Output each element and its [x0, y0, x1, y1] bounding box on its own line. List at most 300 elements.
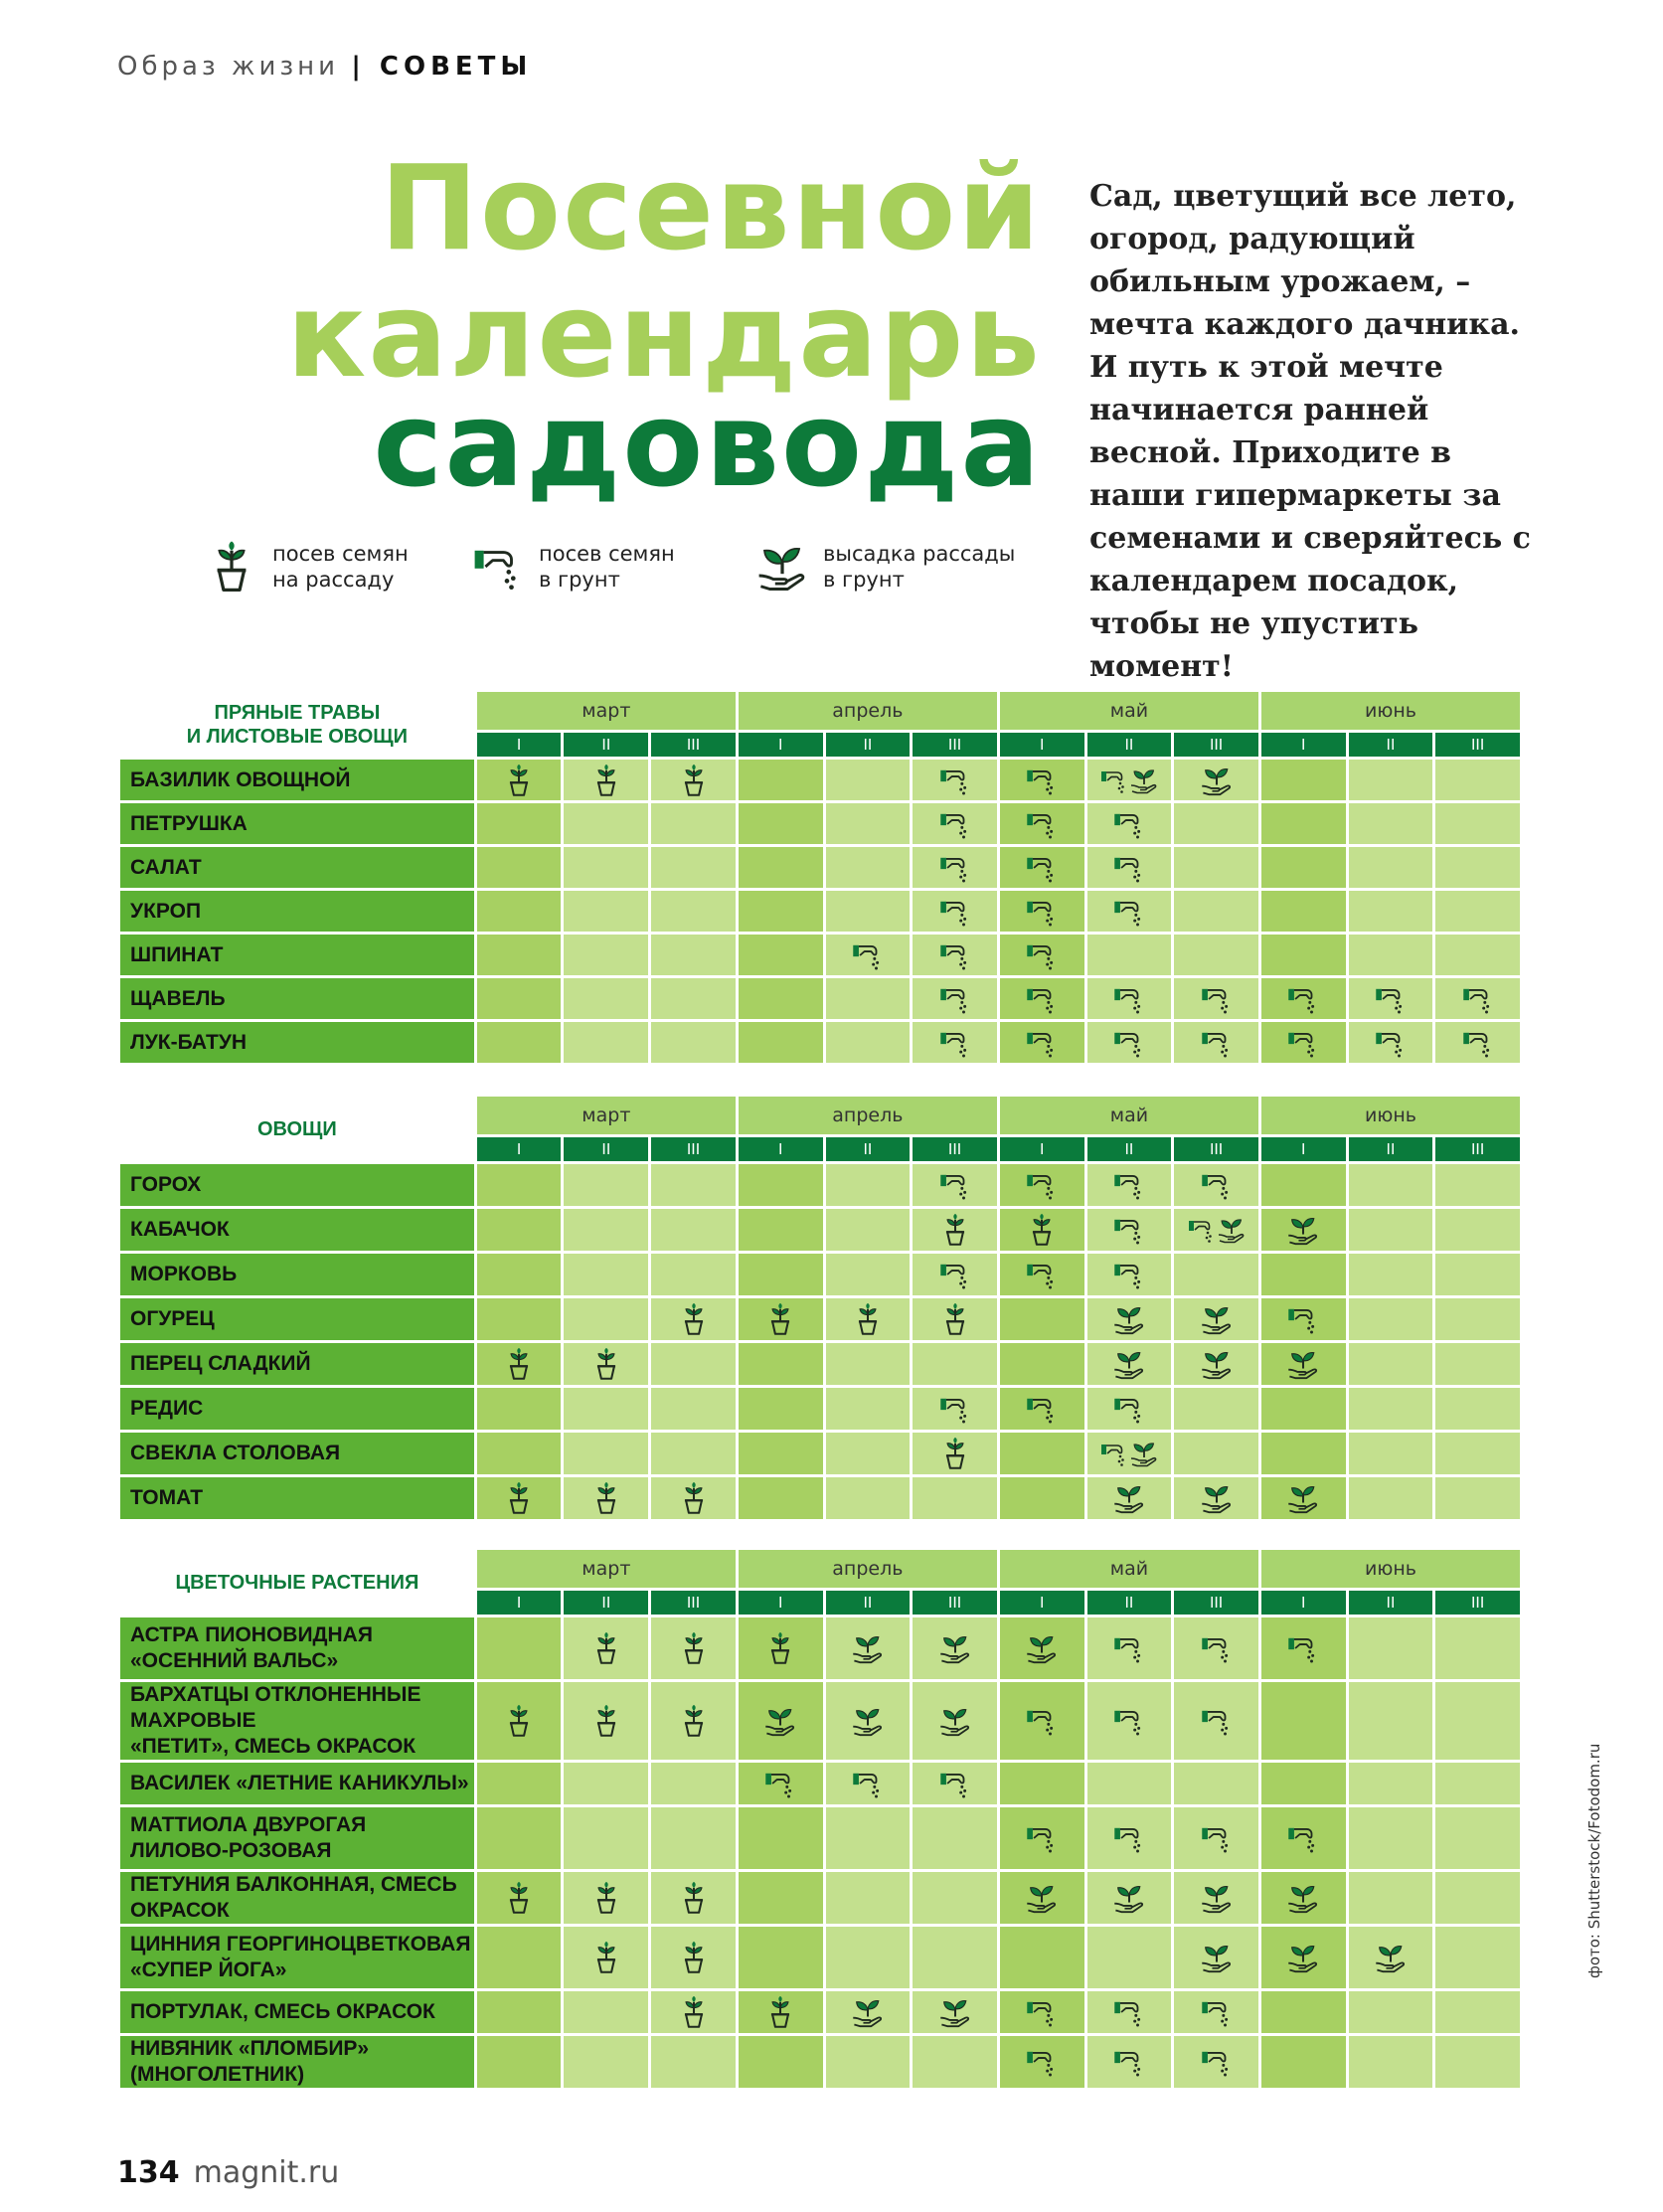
schedule-cell [1174, 1254, 1258, 1295]
schedule-cell [1174, 1209, 1258, 1251]
legend-line1: посев семян [539, 542, 675, 566]
sowing-hand-icon [1112, 1168, 1146, 1202]
title-line-1: Посевной [380, 139, 1042, 276]
table-row [120, 803, 1520, 844]
schedule-cell [1435, 1433, 1520, 1474]
schedule-cell [651, 847, 736, 888]
schedule-cell [1174, 1343, 1258, 1385]
schedule-cell [1261, 891, 1346, 932]
schedule-cell [826, 1164, 911, 1206]
schedule-cell [913, 1164, 997, 1206]
seedling-pot-icon [589, 764, 623, 797]
schedule-cell [477, 1617, 562, 1679]
schedule-cell [1000, 803, 1084, 844]
schedule-cell [1000, 1807, 1084, 1869]
schedule-cell [826, 1209, 911, 1251]
sowing-hand-icon [851, 1767, 885, 1800]
schedule-cell [1000, 2036, 1084, 2088]
sowing-hand-icon [1112, 1392, 1146, 1426]
table-row [120, 1209, 1520, 1251]
seedling-hand-icon [1112, 1347, 1146, 1381]
sowing-hand-icon [1112, 1995, 1146, 2029]
sowing-hand-icon [1025, 1704, 1059, 1738]
schedule-cell [477, 1991, 562, 2033]
schedule-cell [564, 1682, 648, 1760]
schedule-cell [1174, 1164, 1258, 1206]
schedule-cell [1087, 1927, 1172, 1988]
schedule-cell [826, 847, 911, 888]
plant-name: САЛАТ [120, 847, 474, 888]
schedule-cell [564, 1022, 648, 1063]
schedule-cell [1000, 1763, 1084, 1804]
seedling-hand-icon [938, 1631, 972, 1665]
schedule-cell [477, 2036, 562, 2088]
schedule-cell [1349, 803, 1433, 844]
decade-header: II [564, 1137, 648, 1161]
schedule-cell [1261, 1433, 1346, 1474]
seedling-pot-icon [1025, 1213, 1059, 1247]
schedule-cell [1435, 1298, 1520, 1340]
schedule-cell [651, 1617, 736, 1679]
month-header: март [477, 1097, 736, 1134]
table-row [120, 1298, 1520, 1340]
schedule-cell [1000, 1682, 1084, 1760]
schedule-cell [1000, 1388, 1084, 1430]
site-name: magnit.ru [193, 2155, 340, 2190]
sowing-hand-icon [1112, 2045, 1146, 2079]
schedule-cell [739, 1927, 823, 1988]
schedule-cell [913, 2036, 997, 2088]
seedling-hand-icon [1112, 1481, 1146, 1515]
seedling-pot-icon [502, 764, 536, 797]
schedule-cell [739, 1209, 823, 1251]
schedule-cell [1349, 847, 1433, 888]
schedule-cell [826, 935, 911, 975]
schedule-cell [1087, 1254, 1172, 1295]
schedule-cell [564, 847, 648, 888]
schedule-cell [1435, 1872, 1520, 1924]
legend-line2: на рассаду [272, 568, 395, 592]
plant-name: СВЕКЛА СТОЛОВАЯ [120, 1433, 474, 1474]
decade-header: II [1087, 733, 1172, 757]
schedule-cell [1000, 1209, 1084, 1251]
schedule-cell [1349, 1807, 1433, 1869]
schedule-cell [1435, 803, 1520, 844]
decade-header: III [1174, 1137, 1258, 1161]
schedule-cell [913, 1209, 997, 1251]
schedule-cell [913, 1617, 997, 1679]
schedule-cell [651, 1388, 736, 1430]
seedling-pot-icon [502, 1704, 536, 1738]
seedling-hand-icon [1286, 1213, 1320, 1247]
decade-header: II [826, 733, 911, 757]
sowing-hand-icon [1112, 1821, 1146, 1855]
schedule-cell [477, 1872, 562, 1924]
seedling-pot-icon [677, 764, 711, 797]
schedule-cell [651, 760, 736, 800]
seedling-hand-icon [1025, 1631, 1059, 1665]
schedule-cell [1261, 978, 1346, 1019]
legend-line1: высадка рассады [823, 542, 1016, 566]
month-header: апрель [739, 1550, 997, 1588]
seedling-pot-icon [938, 1302, 972, 1336]
table-row [120, 935, 1520, 975]
schedule-cell [1261, 760, 1346, 800]
schedule-cell [1261, 1682, 1346, 1760]
schedule-cell [477, 1209, 562, 1251]
seedling-hand-icon [1129, 766, 1159, 795]
seedling-pot-icon [677, 1941, 711, 1974]
schedule-cell [651, 1682, 736, 1760]
plant-name: МОРКОВЬ [120, 1254, 474, 1295]
seedling-hand-icon [1200, 1347, 1234, 1381]
plant-name: ПЕТРУШКА [120, 803, 474, 844]
schedule-cell [564, 1763, 648, 1804]
sowing-hand-icon [1025, 1026, 1059, 1060]
schedule-cell [1087, 1022, 1172, 1063]
plant-name: УКРОП [120, 891, 474, 932]
plant-name: ОГУРЕЦ [120, 1298, 474, 1340]
seedling-hand-icon [1200, 764, 1234, 797]
category-title: ПРЯНЫЕ ТРАВЫ И ЛИСТОВЫЕ ОВОЩИ [186, 701, 409, 748]
plant-name: ЛУК-БАТУН [120, 1022, 474, 1063]
schedule-cell [1174, 1763, 1258, 1804]
schedule-cell [477, 1388, 562, 1430]
seedling-hand-icon [938, 1704, 972, 1738]
section-name: Образ жизни [117, 52, 340, 82]
schedule-cell [1349, 1433, 1433, 1474]
schedule-cell [1261, 1164, 1346, 1206]
schedule-cell [739, 803, 823, 844]
schedule-cell [1174, 891, 1258, 932]
schedule-cell [651, 1164, 736, 1206]
table-row [120, 2036, 1520, 2088]
schedule-cell [913, 1298, 997, 1340]
schedule-cell [826, 760, 911, 800]
schedule-cell [1087, 1872, 1172, 1924]
schedule-cell [913, 1254, 997, 1295]
schedule-cell [564, 1388, 648, 1430]
plant-name: ПЕРЕЦ СЛАДКИЙ [120, 1343, 474, 1385]
decade-header: II [1349, 1591, 1433, 1615]
schedule-cell [913, 1477, 997, 1519]
month-header: май [1000, 692, 1258, 730]
sowing-hand-icon [1461, 1026, 1495, 1060]
schedule-cell [1349, 1927, 1433, 1988]
seedling-pot-icon [205, 537, 258, 596]
schedule-cell [1349, 891, 1433, 932]
schedule-cell [1349, 1254, 1433, 1295]
schedule-cell [1261, 1991, 1346, 2033]
month-header: май [1000, 1097, 1258, 1134]
schedule-cell [826, 1254, 911, 1295]
sowing-hand-icon [1025, 938, 1059, 972]
schedule-cell [651, 803, 736, 844]
schedule-cell [1261, 1807, 1346, 1869]
sowing-hand-icon [1200, 2045, 1234, 2079]
schedule-cell [1174, 1388, 1258, 1430]
sowing-hand-icon [1025, 807, 1059, 841]
schedule-cell [1349, 1991, 1433, 2033]
schedule-cell [1349, 1164, 1433, 1206]
seedling-hand-icon [1112, 1302, 1146, 1336]
plant-name: АСТРА ПИОНОВИДНАЯ «ОСЕННИЙ ВАЛЬС» [120, 1617, 474, 1679]
sowing-hand-icon [1112, 1631, 1146, 1665]
schedule-cell [913, 760, 997, 800]
plant-name: ГОРОХ [120, 1164, 474, 1206]
decade-header: III [1174, 1591, 1258, 1615]
seedling-hand-icon [1217, 1215, 1247, 1245]
schedule-cell [739, 1298, 823, 1340]
schedule-cell [1000, 978, 1084, 1019]
schedule-cell [1174, 1433, 1258, 1474]
schedule-cell [651, 1807, 736, 1869]
calendar-table [117, 1094, 1523, 1522]
schedule-cell [477, 803, 562, 844]
seedling-pot-icon [763, 1302, 797, 1336]
decade-header: I [477, 733, 562, 757]
schedule-cell [1435, 1682, 1520, 1760]
schedule-cell [1174, 1682, 1258, 1760]
seedling-hand-icon [851, 1631, 885, 1665]
table-row [120, 1991, 1520, 2033]
schedule-cell [1087, 978, 1172, 1019]
schedule-cell [1000, 1991, 1084, 2033]
decade-header: I [477, 1591, 562, 1615]
schedule-cell [564, 1164, 648, 1206]
sowing-hand-icon [1200, 1026, 1234, 1060]
schedule-cell [1261, 803, 1346, 844]
schedule-cell [1174, 978, 1258, 1019]
schedule-cell [913, 1807, 997, 1869]
schedule-cell [1349, 935, 1433, 975]
schedule-cell [913, 891, 997, 932]
schedule-cell [913, 1991, 997, 2033]
schedule-cell [1000, 1164, 1084, 1206]
schedule-cell [1174, 2036, 1258, 2088]
decade-header: II [1087, 1137, 1172, 1161]
decade-header: I [1261, 733, 1346, 757]
schedule-cell [1435, 760, 1520, 800]
schedule-cell [1261, 1254, 1346, 1295]
schedule-cell [1435, 2036, 1520, 2088]
seedling-pot-icon [589, 1881, 623, 1915]
schedule-cell [739, 891, 823, 932]
decade-header: II [564, 733, 648, 757]
plant-name: ЦИННИЯ ГЕОРГИНОЦВЕТКОВАЯ «СУПЕР ЙОГА» [120, 1927, 474, 1988]
schedule-cell [1000, 760, 1084, 800]
schedule-cell [651, 1343, 736, 1385]
schedule-cell [1174, 1022, 1258, 1063]
sowing-hand-icon [1200, 1821, 1234, 1855]
sowing-hand-icon [938, 982, 972, 1016]
schedule-cell [477, 1807, 562, 1869]
schedule-cell [826, 1433, 911, 1474]
seedling-pot-icon [938, 1213, 972, 1247]
schedule-cell [477, 1682, 562, 1760]
sowing-hand-icon [938, 895, 972, 929]
schedule-cell [913, 1927, 997, 1988]
schedule-cell [913, 1682, 997, 1760]
schedule-cell [564, 935, 648, 975]
table-row [120, 978, 1520, 1019]
schedule-cell [1261, 935, 1346, 975]
schedule-cell [913, 935, 997, 975]
decade-header: III [913, 733, 997, 757]
sowing-hand-icon [1374, 1026, 1408, 1060]
plant-name: ПЕТУНИЯ БАЛКОННАЯ, СМЕСЬ ОКРАСОК [120, 1872, 474, 1924]
seedling-pot-icon [677, 1481, 711, 1515]
seedling-pot-icon [589, 1481, 623, 1515]
month-header: март [477, 692, 736, 730]
sowing-hand-icon [1025, 764, 1059, 797]
schedule-cell [1261, 1298, 1346, 1340]
month-header: май [1000, 1550, 1258, 1588]
sowing-hand-icon [1286, 1302, 1320, 1336]
schedule-cell [477, 1343, 562, 1385]
schedule-cell [1087, 1343, 1172, 1385]
schedule-cell [651, 1763, 736, 1804]
table-row [120, 1807, 1520, 1869]
schedule-cell [477, 891, 562, 932]
seedling-hand-icon [1286, 1481, 1320, 1515]
schedule-cell [651, 1872, 736, 1924]
schedule-cell [913, 1343, 997, 1385]
schedule-cell [1261, 1343, 1346, 1385]
plant-name: БАРХАТЦЫ ОТКЛОНЕННЫЕ МАХРОВЫЕ «ПЕТИТ», СМЕСЬ ОКРАСОК [120, 1682, 474, 1760]
schedule-cell [564, 1807, 648, 1869]
schedule-cell [564, 1872, 648, 1924]
seedling-hand-icon [755, 537, 809, 596]
schedule-cell [1087, 1209, 1172, 1251]
schedule-cell [826, 1022, 911, 1063]
schedule-cell [1000, 1617, 1084, 1679]
schedule-cell [826, 1343, 911, 1385]
month-header: март [477, 1550, 736, 1588]
schedule-cell [477, 1927, 562, 1988]
table-row [120, 1164, 1520, 1206]
month-header: апрель [739, 1097, 997, 1134]
schedule-cell [1261, 1872, 1346, 1924]
sowing-hand-icon [938, 938, 972, 972]
seedling-pot-icon [502, 1347, 536, 1381]
table-row [120, 1477, 1520, 1519]
month-header: июнь [1261, 692, 1520, 730]
table-row [120, 891, 1520, 932]
seedling-hand-icon [1129, 1439, 1159, 1468]
schedule-cell [739, 1763, 823, 1804]
table-row [120, 1254, 1520, 1295]
category-title: ЦВЕТОЧНЫЕ РАСТЕНИЯ [175, 1571, 419, 1594]
sowing-hand-icon [851, 938, 885, 972]
sowing-hand-icon [1025, 851, 1059, 885]
decade-header: III [913, 1591, 997, 1615]
schedule-cell [1349, 1682, 1433, 1760]
schedule-cell [826, 2036, 911, 2088]
seedling-pot-icon [677, 1995, 711, 2029]
seedling-hand-icon [1200, 1881, 1234, 1915]
section-header: Образ жизни | СОВЕТЫ [117, 52, 533, 82]
plant-name: БАЗИЛИК ОВОЩНОЙ [120, 760, 474, 800]
seedling-pot-icon [763, 1631, 797, 1665]
schedule-cell [913, 1388, 997, 1430]
schedule-cell [1087, 1298, 1172, 1340]
schedule-cell [477, 1164, 562, 1206]
sowing-hand-icon [1025, 1168, 1059, 1202]
schedule-cell [1261, 1617, 1346, 1679]
plant-name: НИВЯНИК «ПЛОМБИР» (МНОГОЛЕТНИК) [120, 2036, 474, 2088]
table-row [120, 1872, 1520, 1924]
table-row [120, 1927, 1520, 1988]
decade-header: I [739, 733, 823, 757]
schedule-cell [826, 1991, 911, 2033]
seedling-hand-icon [1200, 1941, 1234, 1974]
seedling-pot-icon [677, 1704, 711, 1738]
schedule-cell [1435, 1388, 1520, 1430]
plant-name: МАТТИОЛА ДВУРОГАЯ ЛИЛОВО-РОЗОВАЯ [120, 1807, 474, 1869]
title-line-3: садовода [373, 376, 1042, 513]
schedule-cell [1349, 978, 1433, 1019]
schedule-cell [1087, 1433, 1172, 1474]
schedule-cell [477, 1477, 562, 1519]
schedule-cell [1349, 2036, 1433, 2088]
seedling-pot-icon [502, 1481, 536, 1515]
schedule-cell [1349, 1763, 1433, 1804]
schedule-cell [1435, 1254, 1520, 1295]
schedule-cell [651, 935, 736, 975]
sowing-hand-icon [1112, 851, 1146, 885]
calendar-table [117, 1547, 1523, 2091]
seedling-pot-icon [677, 1631, 711, 1665]
schedule-cell [477, 1022, 562, 1063]
decade-header: III [1435, 1137, 1520, 1161]
schedule-cell [1174, 803, 1258, 844]
sowing-hand-icon [1025, 1995, 1059, 2029]
legend-item-pot [205, 537, 409, 596]
schedule-cell [739, 1022, 823, 1063]
schedule-cell [477, 760, 562, 800]
decade-header: III [651, 1137, 736, 1161]
seedling-pot-icon [589, 1704, 623, 1738]
sowing-hand-icon [1286, 1026, 1320, 1060]
sowing-hand-icon [1025, 2045, 1059, 2079]
table-row [120, 1763, 1520, 1804]
schedule-cell [1087, 2036, 1172, 2088]
schedule-cell [564, 760, 648, 800]
schedule-cell [1349, 1343, 1433, 1385]
schedule-cell [564, 978, 648, 1019]
schedule-cell [477, 935, 562, 975]
schedule-cell [913, 847, 997, 888]
schedule-cell [739, 760, 823, 800]
legend-item-hand [755, 537, 1015, 596]
seedling-pot-icon [851, 1302, 885, 1336]
schedule-cell [1349, 1872, 1433, 1924]
schedule-cell [826, 803, 911, 844]
sowing-hand-icon [938, 851, 972, 885]
schedule-cell [1174, 1617, 1258, 1679]
schedule-cell [913, 1763, 997, 1804]
schedule-cell [1349, 760, 1433, 800]
schedule-cell [739, 1682, 823, 1760]
seedling-pot-icon [763, 1995, 797, 2029]
sowing-hand-icon [1112, 1704, 1146, 1738]
sowing-hand-icon [1025, 895, 1059, 929]
schedule-cell [826, 1927, 911, 1988]
sowing-hand-icon [938, 1026, 972, 1060]
schedule-cell [651, 1927, 736, 1988]
schedule-cell [826, 1617, 911, 1679]
